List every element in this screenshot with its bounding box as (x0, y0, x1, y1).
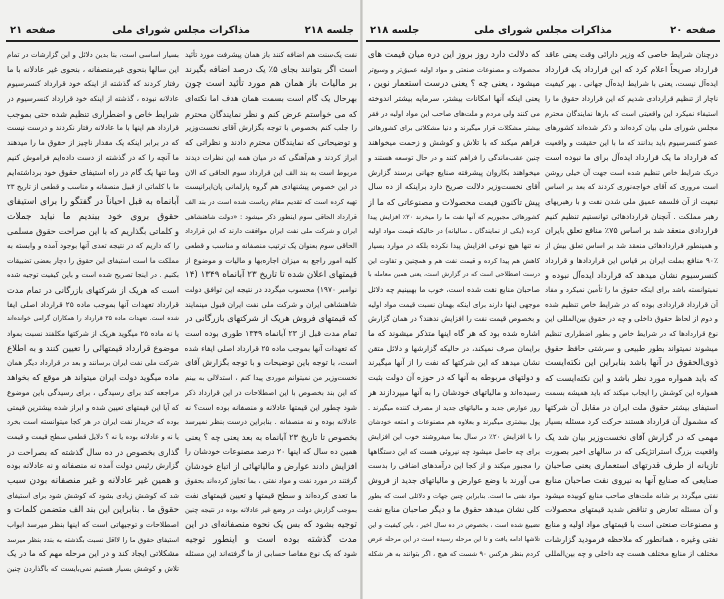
text-line: دریک شرایط خاص تنظیم شده است جهت آن خیلی روشن (545, 168, 718, 177)
page-number: صفحه ۲۱ (10, 25, 56, 36)
text-line: محصولات و مصنوعات صنعتی و مواد اولیه عمیق‌تر و وسیع‌تر (368, 65, 540, 74)
text-line: که مشمول آن قرارداد هستند حرکت کرد مسئله بسیار (545, 417, 718, 427)
text-line: که دلالت دارد روز بروز این دره میان قیمت های (368, 50, 540, 60)
text-line: اشاره شده بود که هر گاه اینها متذکر میشوند که ما (368, 329, 540, 339)
text-line: تلاش و کوشش بسیار هستیم نمی‌بایست که باگذاردن چنین (7, 565, 179, 574)
text-line: حقوق ما . بنابراین این بند الف متضمن کلمات و (7, 505, 179, 516)
text-line: قیمتهای اعلان شده تا تاریخ ۲۳ آبانماه ۱۳۴۹ (۱۴ (185, 270, 357, 281)
text-line: قراردادی منعقد شد بر اساس ۷۵٪ منافع تعلق بایران (545, 226, 718, 236)
text-line: عضو کنسرسیوم باید بدانند که ما با این حقیقت و واقعیت (545, 138, 718, 148)
text-line: ایران و شرکت ملی نفت ایران موافقت دارند که این قرارداد (185, 227, 357, 236)
text-line: بهرحال یک گام است بسمت همان هدف اما نکته‌ای (185, 94, 357, 104)
text-line: موجهی اینها دارند برای اینکه بهمان نسبت قیمت مواد اولیه (368, 300, 540, 309)
text-line: بکنیم . در اینجا تصریح شده است و باین کیفیت توجیه شده (7, 271, 179, 280)
text-line: بسیار اساسی است، بنا بدین دلائل و این گزارشات در تمام (7, 51, 179, 59)
text-line: مراجعه کند برای رسیدگی ، برای رسیدگی باین موضوع (7, 387, 179, 397)
text-line: شرکت ملی نفت ایران برسانند و بعد در قرارداد دیگر همان (7, 359, 179, 368)
text-line: واقعیت بزرگ استراتژیکی که در سالهای اخیر بصورت (545, 446, 718, 456)
text-line: کرده (یکی از نمایندگان ـ سالیانه) در حالیکه قیمت مواد اولیه (368, 227, 540, 236)
text-line: تازیانه از طرف قدرتهای استعماری یعنی صاحبان (545, 461, 718, 472)
text-line: شرایط خاص و اضطراری تنظیم شده حتی بموجب (7, 108, 179, 119)
text-line: کلیه امور راجع به میزان اجاره‌بها و مالیات و موضوع از (185, 255, 357, 265)
text-line: مجلس شورای ملی بیان کرده‌اند و ذکر شده‌اند کشورهای (545, 123, 718, 133)
text-line: گزارش رئیس دولت آمده نه منصفانه و نه عادلانه بوده (7, 461, 179, 471)
text-line: ماده میگوید دولت ایران میتواند هر موقع که بخواهد (7, 373, 179, 383)
text-line: نمیتوانسته باشد برای اینکه حقوق ما را تأمین نمیکرد و مفاد (545, 286, 718, 294)
text-line: افزایش دادند عوارض و مالیاتهائی از اتباع خودشان (185, 461, 357, 472)
text-line: عادلانه بوده و نه منصفانه . بنابراین درست بنظر نمیرسد (185, 417, 357, 427)
header-rule (366, 40, 720, 42)
text-line: یا نه ماده ۲۵ میگوید هریک از شرکتها مکلفند نسبت بمواد (7, 329, 179, 339)
text-line: چنین عقب‌ماندگی را فراهم کنند و در حال توسعه هستند و (368, 153, 540, 162)
text-column-right (185, 48, 357, 562)
text-line: میخواهند بکاروان پیشرفته صنایع جهانی برسند گزارش (368, 167, 540, 177)
text-line: و مصنوعات صنعتی است با قیمتهای مواد اولیه و منابع (545, 520, 718, 529)
text-line: فراهم میکند که با تلاش و کوشش و زحمت میخواهند (368, 138, 540, 148)
text-line: یعنی اینکه آنها امکانات بیشتر، سرمایه بیشتر اندوخته (368, 94, 540, 104)
text-line: حقوق بروی خود ببندیم ما نباید جملات (7, 211, 179, 222)
text-line: را که داریم که در نتیجه تعدی آنها بوجود آمده و وابسته به (7, 240, 179, 250)
text-line: گرفتند در مورد نفت و مواد نفتی ، بما تجاوز کرده‌اند بحقوق (185, 476, 357, 485)
text-line: استیفای بیشتر حقوق ملت ایران در مقابل آن شرکتها (545, 402, 718, 412)
text-line: کاهش هم پیدا کرده و قیمت نفت هم و همچنین و تفاوت این (368, 256, 540, 265)
text-line: درچنان شرایط خاصی که وزیر دارائی وقت یعنی عاقد (545, 50, 718, 59)
right-page (362, 0, 724, 599)
text-line: قرارداد الحاقی سوم اینطور ذکر میشود : «دولت شاهنشاهی (185, 212, 357, 221)
text-line: نوامبر ۱۹۷۰) محسوب میگردد در نتیجه این توافق دولت (185, 285, 357, 294)
text-line: صنایعی که صنایع آنها به نیروی نفت صاحبان منابع (545, 475, 718, 486)
text-line: مواد نفتی ما است. بنابراین چنین جهات و دلائلی است که بطور (368, 491, 540, 500)
text-column-right (545, 48, 718, 562)
text-line: مربوط است به بند الف این قرارداد سوم الحاقی که الان (185, 167, 357, 177)
text-line: که باید همواره مورد نظر باشد و این نکته‌ایست که (545, 373, 718, 384)
text-line: در این خصوص پیشنهادی هم گروه پارلمانی پان‌ایرانیست (185, 182, 357, 192)
text-line: قرارداد هم اینها با ما عادلانه رفتار نکردند و درست نیست (7, 123, 179, 133)
text-line: برایمان صرف نمیکند، در حالیکه گزارشها و دلائل متقن (368, 343, 540, 353)
text-line: شاهنشاهی ایران و شرکت ملی نفت ایران قبول مینمایند (185, 299, 357, 309)
text-line: و کلماتی بگذاریم که با این صراحت حقوق مسلمی (7, 226, 179, 237)
text-line: کنسرسیوم نشان میدهد که قرارداد ایده‌آل نبوده و (545, 270, 718, 281)
text-column-left (368, 48, 540, 562)
session-number: جلسه ۲۱۸ (304, 25, 354, 36)
text-line: مهمی که در گزارش آقای نخست‌وزیر بیان شد یک (545, 431, 718, 442)
text-line: رفتار کردند که گذشته از اینکه خود قرارداد کنسرسیوم (7, 79, 179, 89)
text-line: پیش تاکنون قیمت محصولات و مصنوعاتی که ما از (368, 196, 540, 207)
header-rule (6, 40, 358, 42)
text-line: میشوند نمیتواند بطور طبیعی و سرشتی حافظ حقوق (545, 343, 718, 353)
text-line: مملکت ما است استیفای این حقوق را دچار بعضی تضییقات (7, 256, 179, 265)
text-line: بموجب گزارش دولت در وضع غیر عادلانه بوده در نتیجه چنین (185, 506, 357, 515)
text-line: روز عوارض جدید و مالیاتهای جدید از مصرف کننده میگیرند . (368, 403, 540, 412)
text-line: کشورهائی مجبوریم که آنها نفت ما را میخرند ۲۰٪ افزایش پیدا (368, 212, 540, 221)
text-line: استیفای حقوق ما را لااقل نسبت بگذشته به بندد بنظر میرسد (7, 535, 179, 544)
text-line: نفتی میگردد بر شانه ملت‌های صاحب منابع کوبیده میشود (545, 490, 718, 500)
text-line: موضوع قرارداد قیمتهائی را تعیین کنند و به اطلاع (7, 343, 179, 354)
text-line: را مجبور میکند و از کجا این درآمدهای اضافی را بدست (368, 461, 540, 471)
text-line: که در برابر اینکه یک مقدار ناچیز از حقوق ما را میدهند (7, 138, 179, 148)
text-line: مدت گذشته بوده است و اینطور توجیه (185, 534, 357, 545)
text-line: می کنند ولی مردم و ملت‌های صاحب این مواد اولیه در فقر (368, 109, 540, 118)
text-line: و آن مسئله تعارض و تناقض شدید قیمتهای محصولات (545, 505, 718, 515)
text-line: برای چه حاصل میشود چه نیروئی هست که این دستگاهها (368, 446, 540, 456)
text-line: تلاشها ادامه یافت و تا این مرحله رسیده است در این مرحله عرض (368, 535, 540, 543)
text-line: نفتی وغیره ، همانطور که ملاحظه فرمودید گزارشات (545, 534, 718, 544)
text-line: بر مالیات باز همان هم مورد تأئید است چون (185, 79, 357, 90)
text-line: شود که یک نوع مفاصا حسابی از ما گرفته‌اند این مسئله (185, 549, 357, 559)
text-line: شد که کوشش زیادی بشود که کوشش شود برای استیفای (7, 491, 179, 500)
running-title: مذاکرات مجلس شورای ملی (474, 25, 612, 36)
text-line: و بخصوص قیمت نفت را افزایش ندهند؟ در همان گزارش (368, 314, 540, 324)
text-line: ۹۰٪ منافع بملت ایران بر قیاس این قراردادها و قرارداد (545, 255, 718, 265)
text-line: شود چطور این قیمتها عادلانه و منصفانه بوده است؟ نه (185, 402, 357, 412)
text-line: ما آنچه را که در گذشته از دست داده‌ایم فراموش کنیم (7, 152, 179, 162)
text-line: که آیا این قیمتهای تعیین شده و ابراز شده بیشترین قیمتی (7, 402, 179, 412)
text-line: توجیه بشود که بس یک نحوه منصفانه‌ای در این (185, 520, 357, 530)
text-line: کردم بنظر هرکس ۹۰ شست که هیچ ، اگر بتوانند به هر شکله (368, 550, 540, 559)
text-line: ایده‌آل نیست، یعنی با شرایط ایده‌آل جهانی . بهر کیفیت (545, 79, 718, 89)
text-line: الحاقی سوم بعنوان یک ترتیب منصفانه و مناسب و قطعی (185, 240, 357, 250)
text-line: رسیده‌اند و مالیاتهای خودشان را به آنها میپردازند هر (368, 387, 540, 397)
text-line: نشان میدهد که این شرکتها که نفت را از آنها میگیرند (368, 358, 540, 368)
text-line: این سالها بنحوی غیرمنصفانه ، بنحوی غیر عادلانه با ما (7, 64, 179, 74)
text-line: که قیمتهای فروش هریک از شرکتهای بازرگانی در (185, 314, 357, 325)
text-line: یا نه و عادلانه بوده یا نه ؟ دلایل قطعی سطح قیمت و قیمت (7, 432, 179, 441)
text-line: استیفاء نمیکرد این واقعیتی است که بارها نمایندگان محترم (545, 109, 718, 118)
text-line: قرارداد تعهدات آنها بموجب ماده ۲۵ قرارداد اصلی ایفا (7, 299, 179, 309)
text-line: بخصوص تا تاریخ ۲۳ آبانماه به بعد یعنی چه ؟ یعنی (185, 431, 357, 442)
text-line: تبعیت از آن فلسفه عمیق ملی شدن نفت و با رهبریهای (545, 196, 718, 206)
text-line: را جلب کنم بخصوص با توجه بگزارش آقای نخست‌وزیر (185, 123, 357, 133)
text-line: است که هریک از شرکتهای بازرگانی در تمام مدت (7, 285, 179, 295)
text-line: ابراز کردند و هم‌آهنگی که در میان همه این نظرات دیدند (185, 152, 357, 162)
text-line: که می خواستم عرض کنم و نظر نمایندگان محترم (185, 108, 357, 119)
text-line: را با افزایش ۲۰٪ در سال بما میفروشند خوب این افزایش (368, 432, 540, 441)
text-line: گذاری بخصوص در ده سال گذشته که بصراحت در (7, 446, 179, 457)
text-line: و دولتهای مربوطه به آنها که در حوزه آن دولت بثبت (368, 373, 540, 383)
text-line: قرارداد صریحاً اعلام کرد که این قرارداد یک قرارداد (545, 64, 718, 74)
book-gutter (360, 0, 363, 599)
text-line: بوده که خریدار نفت ایران در هر کجا میتوانسته است بخرد (7, 418, 179, 427)
text-line: که این بند بخصوص با این اصطلاحات در این قرارداد ذکر (185, 387, 357, 397)
text-line: و همینطور قراردادهائی منعقد شد بر اساس تعلق بیش از (545, 240, 718, 250)
page-number: صفحه ۲۰ (670, 25, 716, 36)
text-line: ما تعدی کرده‌اند و سطح قیمتها و تعیین قیمتهای نفت (185, 490, 357, 500)
text-line: است مروری که آقای خواجه‌نوری کردند که بعد بر اساس (545, 182, 718, 192)
text-line: ناچار از تنظیم قراردادی شدیم که این قرارداد حقوق ما را (545, 94, 718, 104)
text-line: آبانماه به قبل احیاناً در گفتگو را برای استیفای (7, 196, 179, 207)
text-line: پول بیشتری میگیرند و بعلاوه هم مصنوعات و امتعه خودشان (368, 418, 540, 427)
text-line: ما با کلماتی از قبیل منصفانه و مناسب و قطعی از تاریخ ۲۳ (7, 183, 179, 192)
text-line: و توضیحاتی که نمایندگان محترم دادند و نظراتی که (185, 138, 357, 148)
text-line: وما تنها یک گام در راه استیفای حقوق خود برداشته‌ایم (7, 167, 179, 177)
text-line: میشود ، یعنی چه ؟ یعنی درست استعمار نوین ، (368, 79, 540, 90)
text-line: مشکلاتی ایجاد کند و در این مرحله مهم که ما در یک (7, 549, 179, 559)
text-line: نخست‌وزیر من نمیتوانم موردی پیدا کنم ، استدلالی به بینم (185, 374, 357, 383)
text-line: مختلف از منابع مختلف هست چه داخلی و چه بین‌المللی (545, 549, 718, 559)
text-line: شده است. تعهدات ماده ۲۵ قرارداد را همکاران گرامی خوانده‌اند (7, 315, 179, 323)
text-line: همواره این کوشش را ایجاب میکند که باید همیشه بسمت (545, 387, 718, 397)
text-line: صاحبان منابع نفت شده است، خوب ما بهبینیم چه دلائل (368, 285, 540, 294)
text-line: آقای نخست‌وزیر دلالت صریح دارد براینکه از ده سال (368, 182, 540, 192)
text-line: اصطلاحات و توجیهاتی است که اینها بنظر میرسد ابواب (7, 520, 179, 529)
text-line: تهیه کرده است که تقدیم مقام ریاست شده است در بند الف (185, 197, 357, 206)
text-line: تضییع شده است ، بخصوص در ده سال اخیر ، باین کیفیت و این (368, 521, 540, 529)
text-line: بیشتر مشکلات قرار میگیرند و دنیا مشکلاتی برای کشورهائی (368, 124, 540, 133)
text-line: آن قرارداد قراردادی بوده که در شرایط خاص تنظیم شده (545, 299, 718, 309)
text-line: است، با توجه باین توضیحات و با توجه بگزارش آقای (185, 358, 357, 368)
text-line: که تعهدات آنها بموجب ماده ۲۵ قرارداد اصلی ایفاء شده (185, 343, 357, 353)
text-line: همین ده سال که اینها ۲۰ درصد مصنوعات خودشان را (185, 446, 357, 456)
text-line: کلی نشان میدهد حقوق ما و دیگر صاحبان منابع نفت (368, 505, 540, 515)
text-line: رهبر مملکت . آنچنان قراردادهائی توانستیم تنظیم کنیم (545, 211, 718, 221)
session-number: جلسه ۲۱۸ (370, 25, 420, 36)
text-line: نوع قراردادها که در شرایط خاص و بطور اضطراری تنظیم (545, 330, 718, 339)
text-line: عادلانه نبوده ، گذشته از اینکه خود قرارداد کنسرسیوم در (7, 94, 179, 104)
text-column-left (7, 48, 179, 577)
text-line: است اگر بتوانند بجای ۵٪ یک درصد اضافه بگیرند (185, 64, 357, 75)
text-line: ذوی‌الحقوق در آنها باشد بنابراین این نکته‌ایست (545, 358, 718, 369)
text-line: و دوم از لحاظ حقوق داخلی و چه در حقوق بین‌المللی این (545, 314, 718, 324)
text-line: درست اصطلاحی است که در گزارش است، یعنی همین معامله با (368, 271, 540, 279)
text-line: و همین غیر عادلانه و غیر منصفانه بودن سبب (7, 475, 179, 486)
text-line: که قرارداد ما یک قرارداد ایده‌آل برای ما نبوده است (545, 152, 718, 162)
text-line: نفت یک‌سنت هم اضافه کنند باز همان پیشرفت مورد تأئید (185, 50, 357, 59)
text-line: می آورند با وضع عوارض و مالیاتهای جدید از فروش (368, 475, 540, 485)
text-line: نه تنها هیچ نوعی افزایش پیدا نکرده بلکه در موارد بسیار (368, 240, 540, 250)
running-title: مذاکرات مجلس شورای ملی (112, 25, 250, 36)
text-line: تمام مدت قبل از ۲۳ آبانماه ۱۳۴۹ طوری بوده است (185, 329, 357, 339)
